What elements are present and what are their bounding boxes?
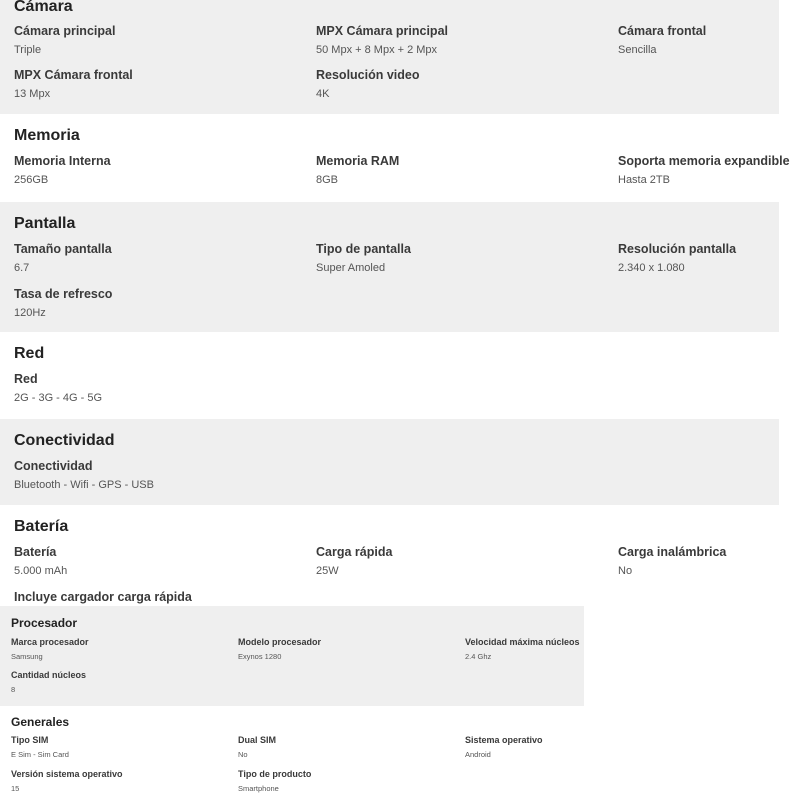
spec-mpx-camara-frontal [14,68,133,100]
spec-value: Triple [14,44,42,56]
spec-tipo-sim [11,735,69,759]
spec-value: 25W [316,565,339,577]
spec-label: Cámara principal [14,24,116,38]
spec-label: Tipo SIM [11,735,49,745]
spec-label: Cantidad núcleos [11,670,87,680]
spec-value: 15 [11,784,20,793]
spec-bateria [14,545,67,577]
spec-label: Sistema operativo [465,735,543,745]
spec-cantidad-nucleos [11,670,86,694]
spec-dual-sim [238,735,276,759]
spec-modelo-procesador [238,637,321,661]
section-title-memoria: Memoria [14,127,80,144]
spec-label: Conectividad [14,459,93,473]
spec-value: Android [465,750,491,759]
spec-carga-inalambrica [618,545,726,577]
section-memoria [0,114,800,202]
spec-label: Memoria Interna [14,154,111,168]
spec-memoria-interna [14,154,111,186]
spec-label: Batería [14,545,57,559]
spec-label: Memoria RAM [316,154,400,168]
spec-value: Hasta 2TB [618,174,670,186]
spec-tasa-refresco [14,287,112,319]
section-title-procesador: Procesador [11,616,78,630]
spec-value: 2.340 x 1.080 [618,262,685,274]
section-pantalla [0,202,779,332]
spec-label: Carga rápida [316,545,393,559]
spec-value: No [618,565,633,577]
spec-label: Marca procesador [11,637,89,647]
spec-marca-procesador [11,637,89,661]
spec-label: Modelo procesador [238,637,322,647]
spec-label: Dual SIM [238,735,277,745]
spec-tipo-producto [238,769,311,793]
spec-value: Bluetooth - Wifi - GPS - USB [14,479,154,491]
spec-memoria-expandible [618,154,790,186]
spec-value: Super Amoled [316,262,386,274]
spec-red [14,372,102,404]
spec-resolucion-pantalla [618,242,736,274]
spec-label: Tipo de producto [238,769,312,779]
spec-label: Velocidad máxima núcleos [465,637,580,647]
spec-value: 4K [316,88,330,100]
spec-value: Sencilla [618,44,657,56]
section-procesador [0,606,584,706]
spec-label: Cámara frontal [618,24,707,38]
spec-sistema-operativo [465,735,543,759]
spec-label: Soporta memoria expandible [618,154,790,168]
section-title-red: Red [14,345,45,362]
spec-label: Versión sistema operativo [11,769,123,779]
section-conectividad [0,419,779,505]
section-camara [0,0,779,114]
spec-value: E Sim - Sim Card [11,750,69,759]
spec-label: Resolución video [316,68,420,82]
section-title-pantalla: Pantalla [14,215,76,232]
spec-mpx-camara-principal [316,24,448,56]
spec-velocidad-nucleos [465,637,580,661]
spec-value: 2.4 Ghz [465,652,492,661]
spec-label: Incluye cargador carga rápida [14,590,192,604]
spec-value: 120Hz [14,307,46,319]
spec-label: Red [14,372,38,386]
spec-camara-frontal [618,24,706,56]
spec-tamano-pantalla [14,242,112,274]
spec-label: Tamaño pantalla [14,242,112,256]
spec-value: Samsung [11,652,43,661]
spec-value: 2G - 3G - 4G - 5G [14,392,103,404]
spec-tipo-pantalla [316,242,411,274]
spec-value: 13 Mpx [14,88,51,100]
spec-value: Smartphone [238,784,279,793]
spec-value: 256GB [14,174,49,186]
section-title-camara: Cámara [14,0,73,15]
spec-value: No [238,750,248,759]
section-title-generales: Generales [11,715,70,729]
section-generales [0,706,800,800]
spec-carga-rapida [316,545,392,577]
spec-value: 5.000 mAh [14,565,68,577]
spec-label: Resolución pantalla [618,242,737,256]
section-bateria [0,505,800,606]
spec-label: Tasa de refresco [14,287,113,301]
spec-value: 6.7 [14,262,30,274]
spec-value: 8GB [316,174,339,186]
spec-label: Tipo de pantalla [316,242,411,256]
spec-label: Carga inalámbrica [618,545,727,559]
spec-value: 50 Mpx + 8 Mpx + 2 Mpx [316,44,438,56]
spec-incluye-cargador [14,590,192,604]
spec-version-so [11,769,123,793]
spec-memoria-ram [316,154,399,186]
spec-label: MPX Cámara frontal [14,68,133,82]
spec-label: MPX Cámara principal [316,24,448,38]
spec-value: 8 [11,685,16,694]
section-title-conectividad: Conectividad [14,432,115,449]
section-title-bateria: Batería [14,518,69,535]
spec-resolucion-video [316,68,420,100]
spec-camara-principal [14,24,115,56]
spec-conectividad [14,459,154,491]
section-red [0,332,800,419]
spec-value: Exynos 1280 [238,652,282,661]
